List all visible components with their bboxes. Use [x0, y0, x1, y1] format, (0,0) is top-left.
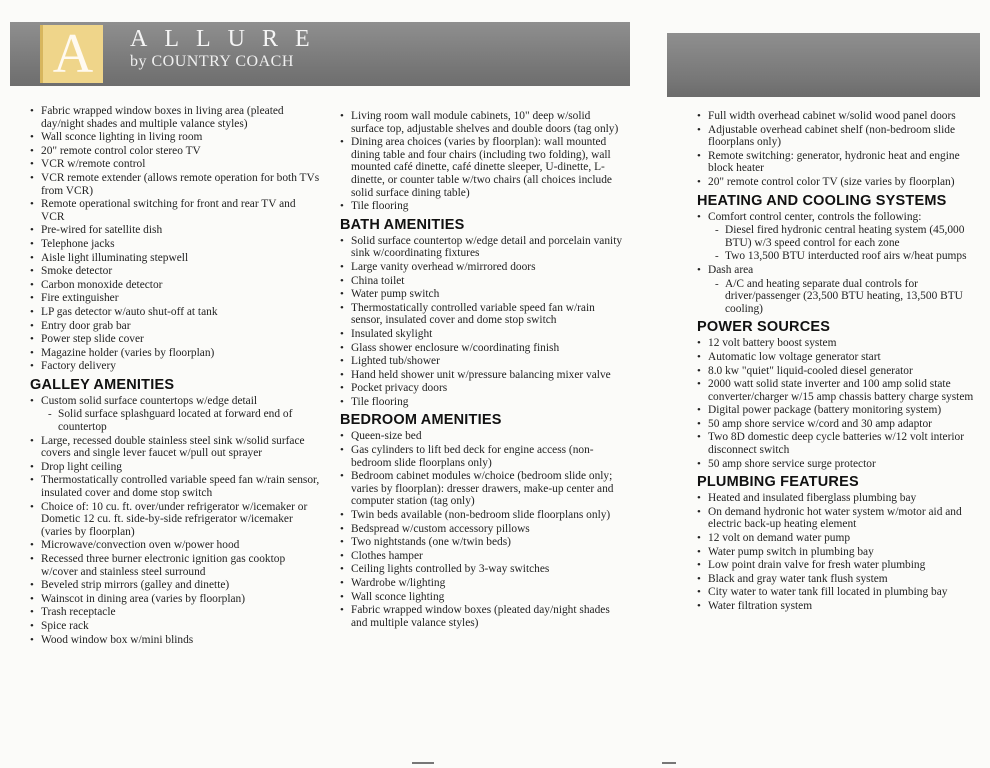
list-item: • Remote operational switching for front and rear TV and VCR [30, 198, 320, 223]
list-item: • 8.0 kw "quiet" liquid-cooled diesel generator [697, 365, 982, 378]
column-right [697, 110, 982, 614]
list-item: • Entry door grab bar [30, 320, 320, 333]
list-item: • Lighted tub/shower [340, 355, 625, 368]
power-heading: POWER SOURCES [697, 319, 831, 336]
list-item: • Thermostatically controlled variable speed fan w/rain sensor, insulated cover and dome stop switch [30, 474, 320, 499]
living-feature-list [30, 105, 320, 373]
list-item: • Dining area choices (varies by floorplan): wall mounted dining table and four chairs (including two folding), wall mounted café dinette, café dinette sleeper, U-dinette, L-dinette, or counter table w/two chairs (all choices include solid surface dining table) [340, 136, 625, 199]
list-item: • Power step slide cover [30, 333, 320, 346]
list-item: • Hand held shower unit w/pressure balancing mixer valve [340, 369, 625, 382]
list-item: • Full width overhead cabinet w/solid wood panel doors [697, 110, 982, 123]
column-left [30, 105, 320, 647]
heating-feature-list [697, 211, 982, 316]
list-item: • Wainscot in dining area (varies by floorplan) [30, 593, 320, 606]
logo-letter: A [52, 23, 94, 85]
list-item: • Magazine holder (varies by floorplan) [30, 347, 320, 360]
list-item: • VCR remote extender (allows remote operation for both TVs from VCR) [30, 172, 320, 197]
list-item: • Water pump switch [340, 288, 625, 301]
list-item: • LP gas detector w/auto shut-off at tank [30, 306, 320, 319]
list-item: • Wardrobe w/lighting [340, 577, 625, 590]
list-item: • Living room wall module cabinets, 10" deep w/solid surface top, adjustable shelves and double doors (tag only) [340, 110, 625, 135]
column-middle [340, 110, 625, 630]
plumbing-heading: PLUMBING FEATURES [697, 474, 859, 491]
list-item: • Carbon monoxide detector [30, 279, 320, 292]
list-item: • Automatic low voltage generator start [697, 351, 982, 364]
list-item: • Trash receptacle [30, 606, 320, 619]
galley-feature-list [30, 395, 320, 646]
list-item: • Large vanity overhead w/mirrored doors [340, 261, 625, 274]
list-item: • Pre-wired for satellite dish [30, 224, 320, 237]
list-item: • 20" remote control color stereo TV [30, 145, 320, 158]
list-item: • Telephone jacks [30, 238, 320, 251]
list-item: • 50 amp shore service w/cord and 30 amp adaptor [697, 418, 982, 431]
list-item: • Tile flooring [340, 396, 625, 409]
list-item: • Heated and insulated fiberglass plumbing bay [697, 492, 982, 505]
list-item: • Solid surface countertop w/edge detail and porcelain vanity sink w/coordinating fixtures [340, 235, 625, 260]
list-item: • Queen-size bed [340, 430, 625, 443]
bath-heading: BATH AMENITIES [340, 216, 465, 233]
scan-mark [412, 762, 434, 764]
list-item: • Bedroom cabinet modules w/choice (bedroom slide only; varies by floorplan): dresser drawers, make-up center and computer station (tag only) [340, 470, 625, 508]
list-item: • Black and gray water tank flush system [697, 573, 982, 586]
list-item: • Fabric wrapped window boxes (pleated day/night shades and multiple valance styles) [340, 604, 625, 629]
list-sub-item: - A/C and heating separate dual controls for driver/passenger (23,500 BTU heating, 13,500 BTU cooling) [697, 278, 982, 316]
list-item: • 50 amp shore service surge protector [697, 458, 982, 471]
list-item: • Insulated skylight [340, 328, 625, 341]
living-dining-feature-list [340, 110, 625, 213]
list-item: • Remote switching: generator, hydronic heat and engine block heater [697, 150, 982, 175]
list-item: • Large, recessed double stainless steel sink w/solid surface covers and single lever faucet w/pull out sprayer [30, 435, 320, 460]
list-item: • On demand hydronic hot water system w/motor aid and electric back-up heating element [697, 506, 982, 531]
scan-mark [662, 762, 676, 764]
list-item: • Beveled strip mirrors (galley and dinette) [30, 579, 320, 592]
list-item: • Microwave/convection oven w/power hood [30, 539, 320, 552]
list-item: • Bedspread w/custom accessory pillows [340, 523, 625, 536]
list-item: • Fire extinguisher [30, 292, 320, 305]
list-item: • China toilet [340, 275, 625, 288]
brand-subtitle: by COUNTRY COACH [130, 53, 294, 70]
list-item: • Tile flooring [340, 200, 625, 213]
list-item: • Ceiling lights controlled by 3-way switches [340, 563, 625, 576]
heating-heading: HEATING AND COOLING SYSTEMS [697, 192, 947, 209]
list-item: • Water pump switch in plumbing bay [697, 546, 982, 559]
list-sub-item: - Solid surface splashguard located at forward end of countertop [30, 408, 320, 433]
list-item: • Digital power package (battery monitoring system) [697, 404, 982, 417]
list-item: • 20" remote control color TV (size varies by floorplan) [697, 176, 982, 189]
list-item: • Smoke detector [30, 265, 320, 278]
list-item: • Dash area [697, 264, 982, 277]
galley-heading: GALLEY AMENITIES [30, 376, 175, 393]
list-item: • Wood window box w/mini blinds [30, 634, 320, 647]
list-item: • Wall sconce lighting in living room [30, 131, 320, 144]
list-item: • Factory delivery [30, 360, 320, 373]
list-item: • Choice of: 10 cu. ft. over/under refrigerator w/icemaker or Dometic 12 cu. ft. side-by-side refrigerator w/icemaker (varies by floorplan) [30, 501, 320, 539]
list-item: • 2000 watt solid state inverter and 100 amp solid state converter/charger w/15 amp chassis battery charge system [697, 378, 982, 403]
list-item: • Aisle light illuminating stepwell [30, 252, 320, 265]
list-item: • Custom solid surface countertops w/edge detail [30, 395, 320, 408]
list-item: • Twin beds available (non-bedroom slide floorplans only) [340, 509, 625, 522]
list-item: • Adjustable overhead cabinet shelf (non-bedroom slide floorplans only) [697, 124, 982, 149]
list-item: • Water filtration system [697, 600, 982, 613]
list-item: • Spice rack [30, 620, 320, 633]
list-sub-item: - Two 13,500 BTU interducted roof airs w/heat pumps [697, 250, 982, 263]
plumbing-feature-list [697, 492, 982, 612]
power-feature-list [697, 337, 982, 470]
list-item: • Glass shower enclosure w/coordinating finish [340, 342, 625, 355]
list-item: • 12 volt battery boost system [697, 337, 982, 350]
list-item: • Two nightstands (one w/twin beds) [340, 536, 625, 549]
cabinet-feature-list [697, 110, 982, 189]
bedroom-heading: BEDROOM AMENITIES [340, 412, 502, 429]
list-item: • Fabric wrapped window boxes in living area (pleated day/night shades and multiple valance styles) [30, 105, 320, 130]
brand-banner [10, 22, 630, 86]
list-item: • City water to water tank fill located in plumbing bay [697, 586, 982, 599]
list-item: • Gas cylinders to lift bed deck for engine access (non-bedroom slide floorplans only) [340, 444, 625, 469]
logo-box [40, 25, 103, 83]
right-banner [667, 33, 980, 97]
list-item: • Low point drain valve for fresh water plumbing [697, 559, 982, 572]
list-item: • Thermostatically controlled variable speed fan w/rain sensor, insulated cover and dome stop switch [340, 302, 625, 327]
list-item: • VCR w/remote control [30, 158, 320, 171]
list-item: • Pocket privacy doors [340, 382, 625, 395]
bedroom-feature-list [340, 430, 625, 629]
list-item: • Two 8D domestic deep cycle batteries w/12 volt interior disconnect switch [697, 431, 982, 456]
list-sub-item: - Diesel fired hydronic central heating system (45,000 BTU) w/3 speed control for each zone [697, 224, 982, 249]
list-item: • Drop light ceiling [30, 461, 320, 474]
list-item: • Recessed three burner electronic ignition gas cooktop w/cover and stainless steel surround [30, 553, 320, 578]
bath-feature-list [340, 235, 625, 409]
list-item: • Comfort control center, controls the following: [697, 211, 982, 224]
list-item: • Wall sconce lighting [340, 591, 625, 604]
brand-name: ALLURE [130, 26, 327, 52]
list-item: • Clothes hamper [340, 550, 625, 563]
list-item: • 12 volt on demand water pump [697, 532, 982, 545]
